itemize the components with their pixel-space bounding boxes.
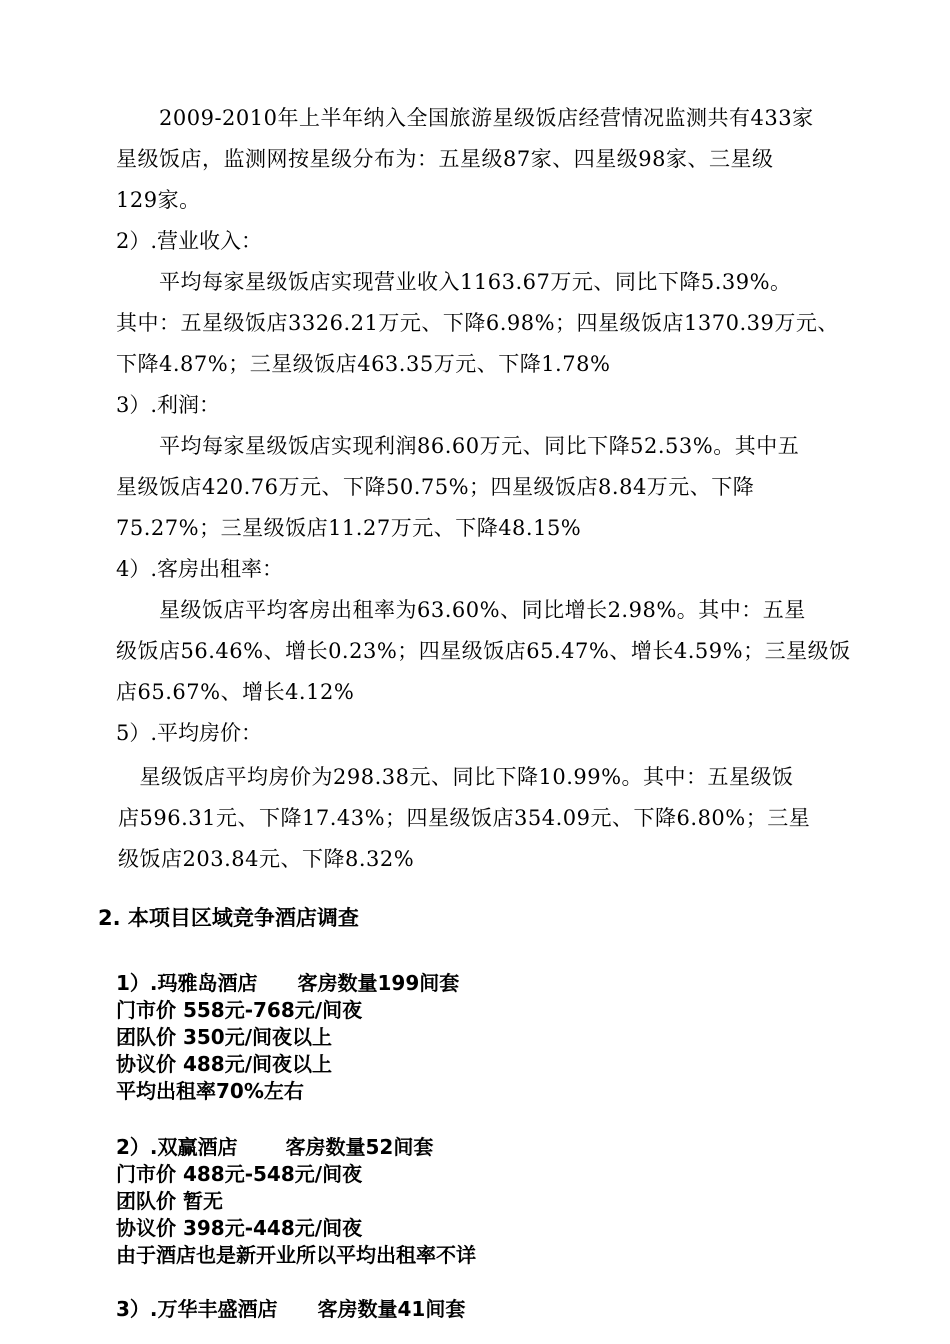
occupancy-heading: 4）.客房出租率： [116, 557, 284, 581]
revenue-paragraph [116, 262, 886, 385]
hotel-2-rooms: 客房数量52间套 [285, 1135, 434, 1159]
occupancy-line-2: 级饭店56.46%、增长0.23%；四星级饭店65.47%、增长4.59%；三星级饭 [116, 639, 851, 663]
hotel-1-name: 1）.玛雅岛酒店 [116, 971, 258, 995]
avg-price-line-1: 星级饭店平均房价为298.38元、同比下降10.99%。其中：五星级饭 [118, 765, 794, 789]
profit-line-2: 星级饭店420.76万元、下降50.75%；四星级饭店8.84万元、下降 [116, 475, 755, 499]
avg-price-paragraph [118, 757, 888, 880]
hotel-3-name: 3）.万华丰盛酒店 [116, 1297, 278, 1321]
avg-price-line-3: 级饭店203.84元、下降8.32% [118, 847, 415, 871]
hotel-1-rooms: 客房数量199间套 [297, 971, 460, 995]
occupancy-line-3: 店65.67%、增长4.12% [116, 680, 355, 704]
hotel-block-1 [116, 970, 459, 1105]
hotel-block-2 [116, 1134, 476, 1269]
avg-price-heading: 5）.平均房价： [116, 721, 263, 745]
profit-heading: 3）.利润： [116, 393, 221, 417]
hotel-2-group-rate: 团队价 暂无 [116, 1189, 223, 1213]
hotel-block-3 [116, 1296, 465, 1323]
intro-line-2: 星级饭店，监测网按星级分布为：五星级87家、四星级98家、三星级 [116, 147, 774, 171]
intro-line-3: 129家。 [116, 188, 201, 212]
revenue-line-3: 下降4.87%；三星级饭店463.35万元、下降1.78% [116, 352, 611, 376]
hotel-3-header [116, 1296, 465, 1323]
hotel-1-occupancy: 平均出租率70%左右 [116, 1079, 304, 1103]
hotel-2-occupancy: 由于酒店也是新开业所以平均出租率不详 [116, 1243, 476, 1267]
hotel-2-contract-rate: 协议价 398元-448元/间夜 [116, 1216, 363, 1240]
hotel-1-header [116, 970, 459, 997]
hotel-2-header [116, 1134, 476, 1161]
hotel-1-contract-rate: 协议价 488元/间夜以上 [116, 1052, 333, 1076]
revenue-line-2: 其中：五星级饭店3326.21万元、下降6.98%；四星级饭店1370.39万元、 [116, 311, 839, 335]
occupancy-line-1: 星级饭店平均客房出租率为63.60%、同比增长2.98%。其中：五星 [116, 598, 806, 622]
hotel-1-rack-rate: 门市价 558元-768元/间夜 [116, 998, 363, 1022]
hotel-2-rack-rate: 门市价 488元-548元/间夜 [116, 1162, 363, 1186]
avg-price-line-2: 店596.31元、下降17.43%；四星级饭店354.09元、下降6.80%；三星 [118, 806, 811, 830]
hotel-3-rooms: 客房数量41间套 [317, 1297, 466, 1321]
section-title: 2. 本项目区域竞争酒店调查 [98, 906, 359, 930]
intro-paragraph [116, 98, 886, 221]
revenue-heading: 2）.营业收入： [116, 229, 263, 253]
occupancy-paragraph [116, 590, 886, 713]
hotel-2-name: 2）.双赢酒店 [116, 1135, 238, 1159]
hotel-1-group-rate: 团队价 350元/间夜以上 [116, 1025, 333, 1049]
revenue-line-1: 平均每家星级饭店实现营业收入1163.67万元、同比下降5.39%。 [116, 270, 792, 294]
profit-paragraph [116, 426, 886, 549]
profit-line-1: 平均每家星级饭店实现利润86.60万元、同比下降52.53%。其中五 [116, 434, 800, 458]
profit-line-3: 75.27%；三星级饭店11.27万元、下降48.15% [116, 516, 582, 540]
intro-line-1: 2009-2010年上半年纳入全国旅游星级饭店经营情况监测共有433家 [116, 106, 814, 130]
